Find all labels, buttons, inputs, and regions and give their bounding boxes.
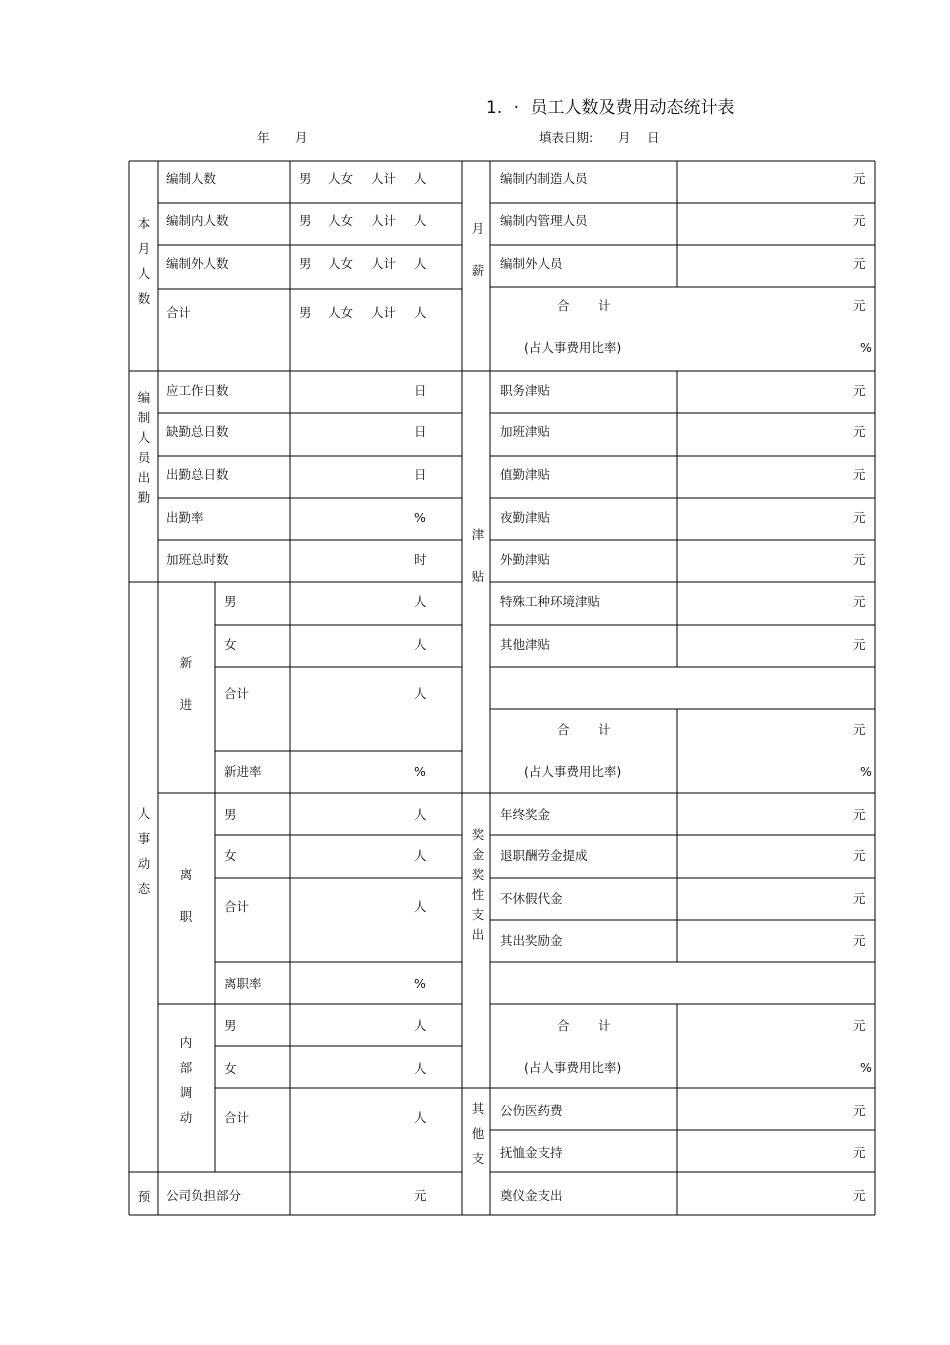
month-label: 月	[295, 130, 308, 145]
gender-field-text: 人计	[371, 305, 397, 320]
unit-new-hire-male: 人	[414, 594, 427, 609]
allowance-overtime: 加班津贴	[500, 424, 551, 439]
unit-bonus-retirement: 元	[853, 848, 866, 863]
other-funeral: 奠仪金支出	[500, 1188, 563, 1203]
unit-salary-management: 元	[853, 213, 866, 228]
transfer-male: 男	[224, 1018, 237, 1033]
gender-field-text: 男	[299, 171, 312, 186]
row-label-budgeted: 编制人数	[166, 171, 217, 186]
allowance-ratio-label: (占人事费用比率)	[524, 764, 622, 779]
unit-allowance-ratio: %	[860, 764, 872, 779]
vertical-char: 津	[471, 527, 485, 542]
allowance-total-ji: 计	[598, 722, 611, 737]
gender-field-text: 人女	[328, 213, 354, 228]
unit-allowance-field: 元	[853, 552, 866, 567]
unit-allowance-special: 元	[853, 594, 866, 609]
vertical-char: 奖	[471, 867, 485, 882]
group-bonus	[469, 827, 487, 947]
year-label: 年	[257, 130, 270, 145]
gender-field-text: 人	[414, 256, 427, 271]
unit-new-hire-female: 人	[414, 637, 427, 652]
row-label-in-budget: 编制内人数	[166, 213, 229, 228]
group-attendance	[135, 390, 153, 510]
vertical-char: 本	[137, 216, 151, 231]
row-label-attendance-rate: 出勤率	[166, 510, 204, 525]
subgroup-new-hire	[177, 655, 195, 739]
other-injury-medical: 公伤医药费	[500, 1103, 563, 1118]
bonus-total-ji: 计	[598, 1018, 611, 1033]
vertical-char: 薪	[471, 263, 485, 278]
vertical-char: 离	[179, 867, 193, 882]
allowance-on-duty: 值勤津贴	[500, 467, 551, 482]
vertical-char: 贴	[471, 569, 485, 584]
vertical-char: 勤	[137, 490, 151, 505]
gender-field-text: 人计	[371, 256, 397, 271]
row-label-out-budget: 编制外人数	[166, 256, 229, 271]
salary-ratio-label: (占人事费用比率)	[524, 340, 622, 355]
unit-allowance-night: 元	[853, 510, 866, 525]
vertical-char: 他	[471, 1126, 485, 1141]
vertical-char: 出	[471, 927, 485, 942]
salary-total-ji: 计	[598, 298, 611, 313]
row-label-overtime-hours: 加班总时数	[166, 552, 229, 567]
unit-leave-total: 人	[414, 899, 427, 914]
allowance-other: 其他津贴	[500, 637, 551, 652]
unit-allowance-other: 元	[853, 637, 866, 652]
unit-leave-rate: %	[414, 976, 426, 991]
unit-workdays: 日	[414, 383, 427, 398]
unit-bonus-total: 元	[853, 1018, 866, 1033]
unit-leave-male: 人	[414, 807, 427, 822]
unit-allowance-total: 元	[853, 722, 866, 737]
unit-salary-manufacturing: 元	[853, 171, 866, 186]
gender-field-text: 人计	[371, 171, 397, 186]
vertical-char: 人	[137, 430, 151, 445]
vertical-char: 预	[137, 1189, 151, 1204]
unit-other-funeral: 元	[853, 1188, 866, 1203]
vertical-char: 月	[471, 221, 485, 236]
row-label-headcount-total: 合计	[166, 305, 192, 320]
vertical-char: 性	[471, 887, 485, 902]
vertical-char: 事	[137, 831, 151, 846]
vertical-char: 人	[137, 266, 151, 281]
fill-date-label: 填表日期:	[539, 130, 594, 145]
unit-salary-out-budget: 元	[853, 256, 866, 271]
vertical-char: 进	[179, 697, 193, 712]
subgroup-leave	[177, 867, 195, 951]
vertical-char: 月	[137, 241, 151, 256]
unit-other-pension: 元	[853, 1145, 866, 1160]
unit-bonus-unused-leave: 元	[853, 891, 866, 906]
vertical-char: 制	[137, 410, 151, 425]
leave-male: 男	[224, 807, 237, 822]
fill-day-label: 日	[647, 130, 660, 145]
salary-management: 编制内管理人员	[500, 213, 588, 228]
unit-bonus-other-reward: 元	[853, 933, 866, 948]
subgroup-transfer	[177, 1035, 195, 1135]
gender-field-text: 人女	[328, 256, 354, 271]
allowance-field: 外勤津贴	[500, 552, 551, 567]
bonus-total-he: 合	[557, 1018, 570, 1033]
allowance-duty-post: 职务津贴	[500, 383, 551, 398]
salary-out-budget: 编制外人员	[500, 256, 563, 271]
gender-field-text: 人女	[328, 305, 354, 320]
transfer-female: 女	[224, 1061, 237, 1076]
vertical-char: 调	[179, 1085, 193, 1100]
vertical-char: 出	[137, 470, 151, 485]
vertical-char: 态	[137, 881, 151, 896]
unit-other-injury-medical: 元	[853, 1103, 866, 1118]
vertical-char: 部	[179, 1060, 193, 1075]
vertical-char: 其	[471, 1101, 485, 1116]
vertical-char: 新	[179, 655, 193, 670]
unit-allowance-duty-post: 元	[853, 383, 866, 398]
leave-rate: 离职率	[224, 976, 262, 991]
gender-field-text: 人女	[328, 171, 354, 186]
vertical-char: 动	[137, 856, 151, 871]
bonus-year-end: 年终奖金	[500, 807, 551, 822]
new-hire-female: 女	[224, 637, 237, 652]
unit-transfer-female: 人	[414, 1061, 427, 1076]
vertical-char: 内	[179, 1035, 193, 1050]
unit-new-hire-total: 人	[414, 686, 427, 701]
unit-allowance-overtime: 元	[853, 424, 866, 439]
unit-salary-total: 元	[853, 298, 866, 313]
budget-company-part: 公司负担部分	[166, 1188, 242, 1203]
new-hire-male: 男	[224, 594, 237, 609]
unit-transfer-male: 人	[414, 1018, 427, 1033]
group-headcount	[135, 216, 153, 316]
transfer-total: 合计	[224, 1110, 250, 1125]
unit-overtime-hours: 时	[414, 552, 427, 567]
gender-field-text: 人计	[371, 213, 397, 228]
bonus-other-reward: 其出奖励金	[500, 933, 563, 948]
bonus-ratio-label: (占人事费用比率)	[524, 1060, 622, 1075]
gender-field-text: 男	[299, 213, 312, 228]
unit-bonus-year-end: 元	[853, 807, 866, 822]
salary-manufacturing: 编制内制造人员	[500, 171, 588, 186]
gender-field-text: 人	[414, 213, 427, 228]
group-dynamics	[135, 806, 153, 906]
allowance-total-he: 合	[557, 722, 570, 737]
unit-new-hire-rate: %	[414, 764, 426, 779]
row-label-workdays: 应工作日数	[166, 383, 229, 398]
unit-transfer-total: 人	[414, 1110, 427, 1125]
salary-total-he: 合	[557, 298, 570, 313]
gender-field-text: 男	[299, 256, 312, 271]
bonus-unused-leave: 不休假代金	[500, 891, 563, 906]
unit-leave-female: 人	[414, 848, 427, 863]
fill-month-label: 月	[618, 130, 631, 145]
group-budget	[135, 1189, 153, 1231]
vertical-char: 员	[137, 450, 151, 465]
gender-field-text: 人	[414, 171, 427, 186]
vertical-char: 编	[137, 390, 151, 405]
unit-bonus-ratio: %	[860, 1060, 872, 1075]
group-salary	[469, 221, 487, 305]
vertical-char: 职	[179, 909, 193, 924]
gender-field-text: 男	[299, 305, 312, 320]
title-number: 1.	[486, 98, 503, 118]
allowance-night: 夜勤津贴	[500, 510, 551, 525]
gender-field-text: 人	[414, 305, 427, 320]
vertical-char: 支	[471, 1151, 485, 1166]
vertical-char: 支	[471, 907, 485, 922]
unit-attendance-days: 日	[414, 467, 427, 482]
new-hire-total: 合计	[224, 686, 250, 701]
vertical-char: 奖	[471, 827, 485, 842]
bonus-retirement: 退职酬劳金提成	[500, 848, 588, 863]
unit-budget-company-part: 元	[414, 1188, 427, 1203]
vertical-char: 动	[179, 1110, 193, 1125]
unit-allowance-on-duty: 元	[853, 467, 866, 482]
other-pension: 抚恤金支持	[500, 1145, 563, 1160]
allowance-special: 特殊工种环境津贴	[500, 594, 601, 609]
vertical-char: 金	[471, 847, 485, 862]
leave-total: 合计	[224, 899, 250, 914]
row-label-attendance-days: 出勤总日数	[166, 467, 229, 482]
vertical-char: 人	[137, 806, 151, 821]
vertical-char: 数	[137, 291, 151, 306]
row-label-absence: 缺勤总日数	[166, 424, 229, 439]
group-allowance	[469, 527, 487, 611]
unit-salary-ratio: %	[860, 340, 872, 355]
leave-female: 女	[224, 848, 237, 863]
title-dot: ·	[513, 98, 520, 118]
unit-absence: 日	[414, 424, 427, 439]
unit-attendance-rate: %	[414, 510, 426, 525]
group-other	[469, 1101, 487, 1176]
new-hire-rate: 新进率	[224, 764, 262, 779]
title-text: 员工人数及费用动态统计表	[530, 98, 735, 118]
